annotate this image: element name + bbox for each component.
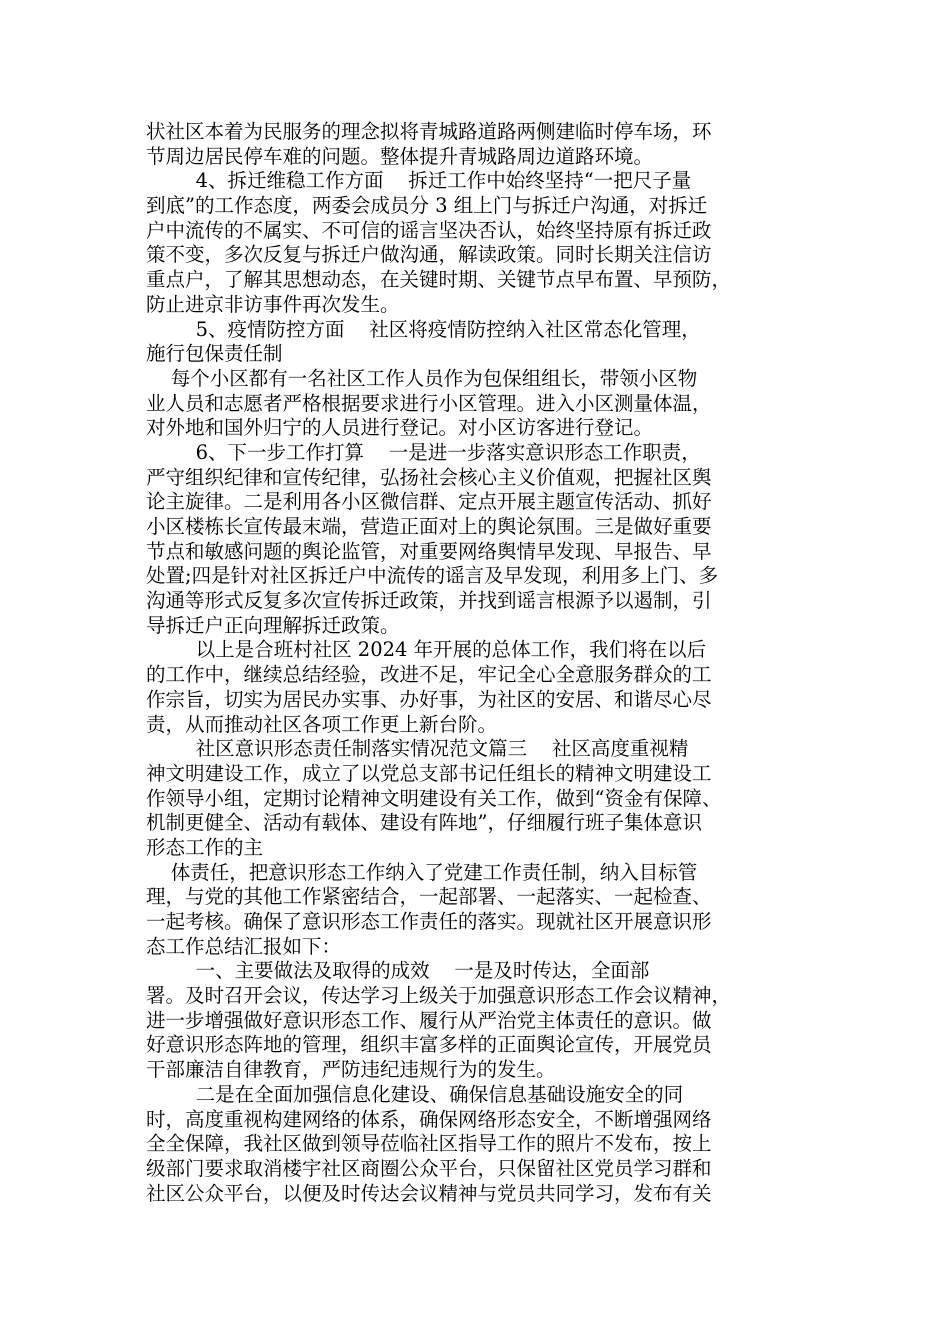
- text-line: 每个小区都有一名社区工作人员作为包保组组长，带领小区物: [146, 366, 698, 390]
- text-line: 业人员和志愿者严格根据要求进行小区管理。进入小区测量体温，: [146, 391, 712, 415]
- text-line: 状社区本着为民服务的理念拟将青城路道路两侧建临时停车场，环: [146, 120, 712, 143]
- text-line: 社区意识形态责任制落实情况范文篇三 社区高度重视精: [146, 737, 689, 761]
- text-line: 进一步增强做好意识形态工作、履行从严治党主体责任的意识。做: [146, 1008, 712, 1032]
- text-line: 全全保障，我社区做到领导莅临社区指导工作的照片不发布，按上: [146, 1132, 712, 1156]
- text-line: 严守组织纪律和宣传纪律，弘扬社会核心主义价值观，把握社区舆: [146, 465, 712, 489]
- text-line: 小区楼栋长宣传最末端，营造正面对上的舆论氛围。三是做好重要: [146, 515, 712, 538]
- text-line: 策不变，多次反复与拆迁户做沟通，解读政策。同时长期关注信访: [146, 243, 712, 267]
- text-line: 作领导小组，定期讨论精神文明建设有关工作，做到“资金有保障、: [146, 786, 722, 810]
- text-line: 署。及时召开会议，传达学习上级关于加强意识形态工作会议精神，: [146, 984, 732, 1008]
- text-line: 形态工作的主: [146, 835, 264, 859]
- text-line: 干部廉洁自律教育，严防违纪违规行为的发生。: [146, 1058, 556, 1082]
- text-line: 态工作总结汇报如下：: [146, 934, 342, 958]
- text-line: 时，高度重视构建网络的体系，确保网络形态安全，不断增强网络: [146, 1107, 712, 1131]
- text-line: 的工作中，继续总结经验，改进不足，牢记全心全意服务群众的工: [146, 663, 712, 687]
- text-line: 到底”的工作态度，两委会成员分 3 组上门与拆迁户沟通，对拆迁: [146, 194, 708, 218]
- text-line: 级部门要求取消楼宇社区商圈公众平台，只保留社区党员学习群和: [146, 1156, 712, 1180]
- text-line: 一、主要做法及取得的成效 一是及时传达，全面部: [146, 959, 650, 983]
- text-line: 节点和敏感问题的舆论监管，对重要网络舆情早发现、早报告、早: [146, 539, 712, 563]
- text-line: 好意识形态阵地的管理，组织丰富多样的正面舆论宣传，开展党员: [146, 1033, 712, 1057]
- text-line: 论主旋律。二是利用各小区微信群、定点开展主题宣传活动、抓好: [146, 490, 712, 514]
- text-line: 理，与党的其他工作紧密结合，一起部署、一起落实、一起检查、: [146, 885, 712, 909]
- text-line: 节周边居民停车难的问题。整体提升青城路周边道路环境。: [146, 144, 654, 168]
- text-line: 体责任，把意识形态工作纳入了党建工作责任制，纳入目标管: [146, 860, 698, 884]
- text-line: 对外地和国外归宁的人员进行登记。对小区访客进行登记。: [146, 416, 654, 440]
- text-line: 户中流传的不属实、不可信的谣言坚决否认，始终坚持原有拆迁政: [146, 218, 712, 242]
- text-line: 沟通等形式反复多次宣传拆迁政策，并找到谣言根源予以遏制，引: [146, 589, 712, 613]
- text-line: 作宗旨，切实为居民办实事、办好事，为社区的安居、和谐尽心尽: [146, 687, 712, 711]
- document-body: [146, 120, 806, 1206]
- text-line: 重点户，了解其思想动态，在关键时期、关键节点早布置、早预防，: [146, 268, 732, 292]
- text-line: 施行包保责任制: [146, 342, 283, 366]
- text-line: 防止进京非访事件再次发生。: [146, 292, 400, 316]
- text-line: 4、拆迁维稳工作方面 拆迁工作中始终坚持“一把尺子量: [146, 169, 692, 193]
- text-line: 一起考核。确保了意识形态工作责任的落实。现就社区开展意识形: [146, 910, 712, 933]
- text-line: 处置;四是针对社区拆迁户中流传的谣言及早发现，利用多上门、多: [146, 564, 719, 588]
- text-line: 神文明建设工作，成立了以党总支部书记任组长的精神文明建设工: [146, 761, 712, 785]
- text-line: 机制更健全、活动有载体、建设有阵地”，仔细履行班子集体意识: [146, 811, 702, 835]
- text-line: 以上是合班村社区 2024 年开展的总体工作，我们将在以后: [146, 638, 707, 662]
- text-line: 6、下一步工作打算 一是进一步落实意识形态工作职责，: [146, 440, 701, 464]
- text-line: 社区公众平台，以便及时传达会议精神与党员共同学习，发布有关: [146, 1181, 712, 1205]
- text-line: 二是在全面加强信息化建设、确保信息基础设施安全的同: [146, 1082, 684, 1106]
- text-line: 责，从而推动社区各项工作更上新台阶。: [146, 712, 498, 736]
- text-line: 5、疫情防控方面 社区将疫情防控纳入社区常态化管理，: [146, 317, 701, 341]
- text-line: 导拆迁户正向理解拆迁政策。: [146, 613, 400, 637]
